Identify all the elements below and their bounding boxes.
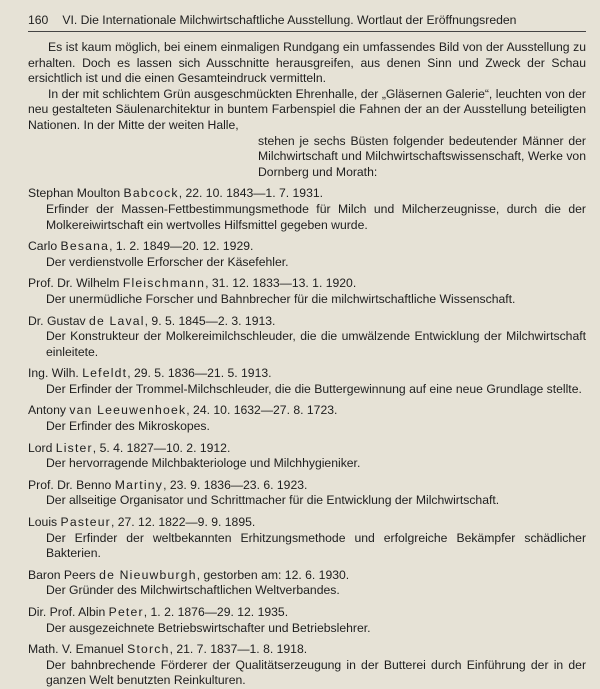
person-description: Der hervorragende Milchbakteriologe und Milchhygieniker. (46, 456, 361, 471)
person-given-name: Dir. Prof. Albin (28, 605, 109, 619)
running-header (28, 12, 586, 32)
list-item (28, 605, 586, 636)
person-heading (28, 515, 586, 531)
person-heading (28, 276, 586, 292)
person-surname: Martiny (114, 477, 164, 492)
person-dates: , 29. 5. 1836—21. 5. 1913. (127, 366, 272, 381)
person-surname: Babcock (123, 186, 179, 201)
person-dates: , 27. 12. 1822—9. 9. 1895. (110, 515, 256, 530)
person-dates: , gestorben am: 12. 6. 1930. (196, 567, 350, 582)
person-given-name: Prof. Dr. Wilhelm (28, 276, 123, 291)
person-description: Der Erfinder der weltbekannten Erhitzungsmethode und erfolgreiche Bekämpfer schädlicher Bakterien. (46, 530, 586, 561)
person-surname: de Laval (88, 313, 145, 328)
person-heading (28, 366, 586, 382)
list-item (28, 568, 586, 599)
person-given-name: Lord (28, 440, 56, 455)
person-given-name: Math. V. Emanuel (28, 642, 128, 657)
intro-paragraph-2-continued: stehen je sechs Büsten folgender bedeutender Männer der Milchwirtschaft und Milchwirtschaftswissenschaft, Werke von Dornberg und Morath: (258, 133, 586, 179)
person-given-name: Prof. Dr. Benno (28, 477, 115, 492)
person-description: Der Gründer des Milchwirtschaftlichen Weltverbandes. (46, 583, 340, 598)
list-item (28, 403, 586, 434)
list-item (28, 366, 586, 397)
list-item (28, 186, 586, 233)
intro-paragraph-1: Es ist kaum möglich, bei einem einmaligen Rundgang ein umfassendes Bild von der Ausstellung zu erhalten. Doch es lassen sich Ausschnitte herausgreifen, aus denen Sinn und Zweck der Schau ersichtlich ist und die einen Gesamteindruck vermitteln. (28, 40, 586, 86)
person-description: Der allseitige Organisator und Schrittmacher für die Entwicklung der Milchwirtschaft. (46, 493, 500, 508)
person-given-name: Carlo (28, 239, 61, 254)
list-item (28, 642, 586, 689)
person-surname: Lister (55, 440, 93, 455)
person-heading (28, 642, 586, 658)
person-given-name: Stephan Moulton (28, 186, 124, 201)
list-item (28, 314, 586, 361)
list-item (28, 276, 586, 307)
person-heading (28, 239, 586, 255)
person-dates: , 23. 9. 1836—23. 6. 1923. (163, 477, 308, 492)
person-heading (28, 186, 586, 202)
person-description: Der Erfinder des Mikroskopes. (46, 419, 210, 434)
person-surname: Pasteur (60, 515, 111, 530)
person-description: Der Konstrukteur der Molkereimilchschleuder, die die umwälzende Entwicklung der Milchwirtschaft einleitete. (46, 329, 586, 359)
person-description: Der Erfinder der Trommel-Milchschleuder, die die Buttergewinnung auf eine neue Grundlage stellte. (46, 381, 582, 396)
person-description: Der bahnbrechende Förderer der Qualitätserzeugung in der Butterei durch Einführung der in der ganzen Welt benutzten Reinkulturen. (46, 657, 586, 688)
person-heading (28, 568, 586, 584)
person-surname: van Leeuwenhoek (69, 403, 187, 418)
person-surname: Besana (60, 239, 110, 254)
person-given-name: Antony (28, 403, 70, 418)
person-dates: , 31. 12. 1833—13. 1. 1920. (205, 276, 357, 291)
person-surname: Storch (127, 642, 170, 657)
list-item (28, 441, 586, 472)
person-surname: Peter (108, 605, 144, 619)
person-heading (28, 605, 586, 621)
person-description: Der ausgezeichnete Betriebswirtschafter und Betriebslehrer. (46, 620, 371, 635)
person-given-name: Ing. Wilh. (28, 366, 83, 381)
person-heading (28, 478, 586, 494)
intro-text (28, 40, 586, 180)
intro-paragraph-2: In der mit schlichtem Grün ausgeschmückten Ehrenhalle, der „Gläsernen Galerie“, leuchten von der neu gestalteten Säulenarchitektur in buntem Farbenspiel die Fahnen der an der Ausstellung beteiligten Nationen. In der Mitte der weiten Halle, (28, 86, 586, 132)
chapter-title: VI. Die Internationale Milchwirtschaftliche Ausstellung. Wortlaut der Eröffnungsreden (62, 13, 517, 27)
person-given-name: Louis (28, 515, 61, 530)
person-heading (28, 314, 586, 330)
person-surname: de Nieuwburgh (99, 567, 197, 582)
person-dates: , 22. 10. 1843—1. 7. 1931. (178, 186, 324, 201)
list-item (28, 478, 586, 509)
person-dates: , 9. 5. 1845—2. 3. 1913. (144, 313, 276, 328)
page-number: 160 (28, 13, 49, 27)
person-surname: Fleischmann (122, 276, 206, 291)
person-given-name: Dr. Gustav (28, 313, 89, 328)
list-item (28, 239, 586, 270)
person-description: Der verdienstvolle Erforscher der Käsefehler. (46, 254, 289, 269)
person-heading (28, 403, 586, 419)
person-dates: , 1. 2. 1849—20. 12. 1929. (109, 239, 254, 254)
person-dates: , 1. 2. 1876—29. 12. 1935. (143, 605, 289, 619)
person-heading (28, 441, 586, 457)
person-description: Erfinder der Massen-Fettbestimmungsmethode für Milch und Milcherzeugnisse, durch die der Molkereiwirtschaft ein wertvolles Hilfsmittel gegeben wurde. (46, 201, 586, 232)
person-surname: Lefeldt (82, 366, 128, 381)
bust-list (28, 186, 586, 689)
person-description: Der unermüdliche Forscher und Bahnbrecher für die milchwirtschaftliche Wissenschaft. (46, 291, 516, 306)
list-item (28, 515, 586, 562)
person-dates: , 21. 7. 1837—1. 8. 1918. (169, 642, 308, 657)
person-dates: , 5. 4. 1827—10. 2. 1912. (92, 440, 231, 455)
person-dates: , 24. 10. 1632—27. 8. 1723. (186, 403, 338, 418)
person-given-name: Baron Peers (28, 567, 100, 582)
